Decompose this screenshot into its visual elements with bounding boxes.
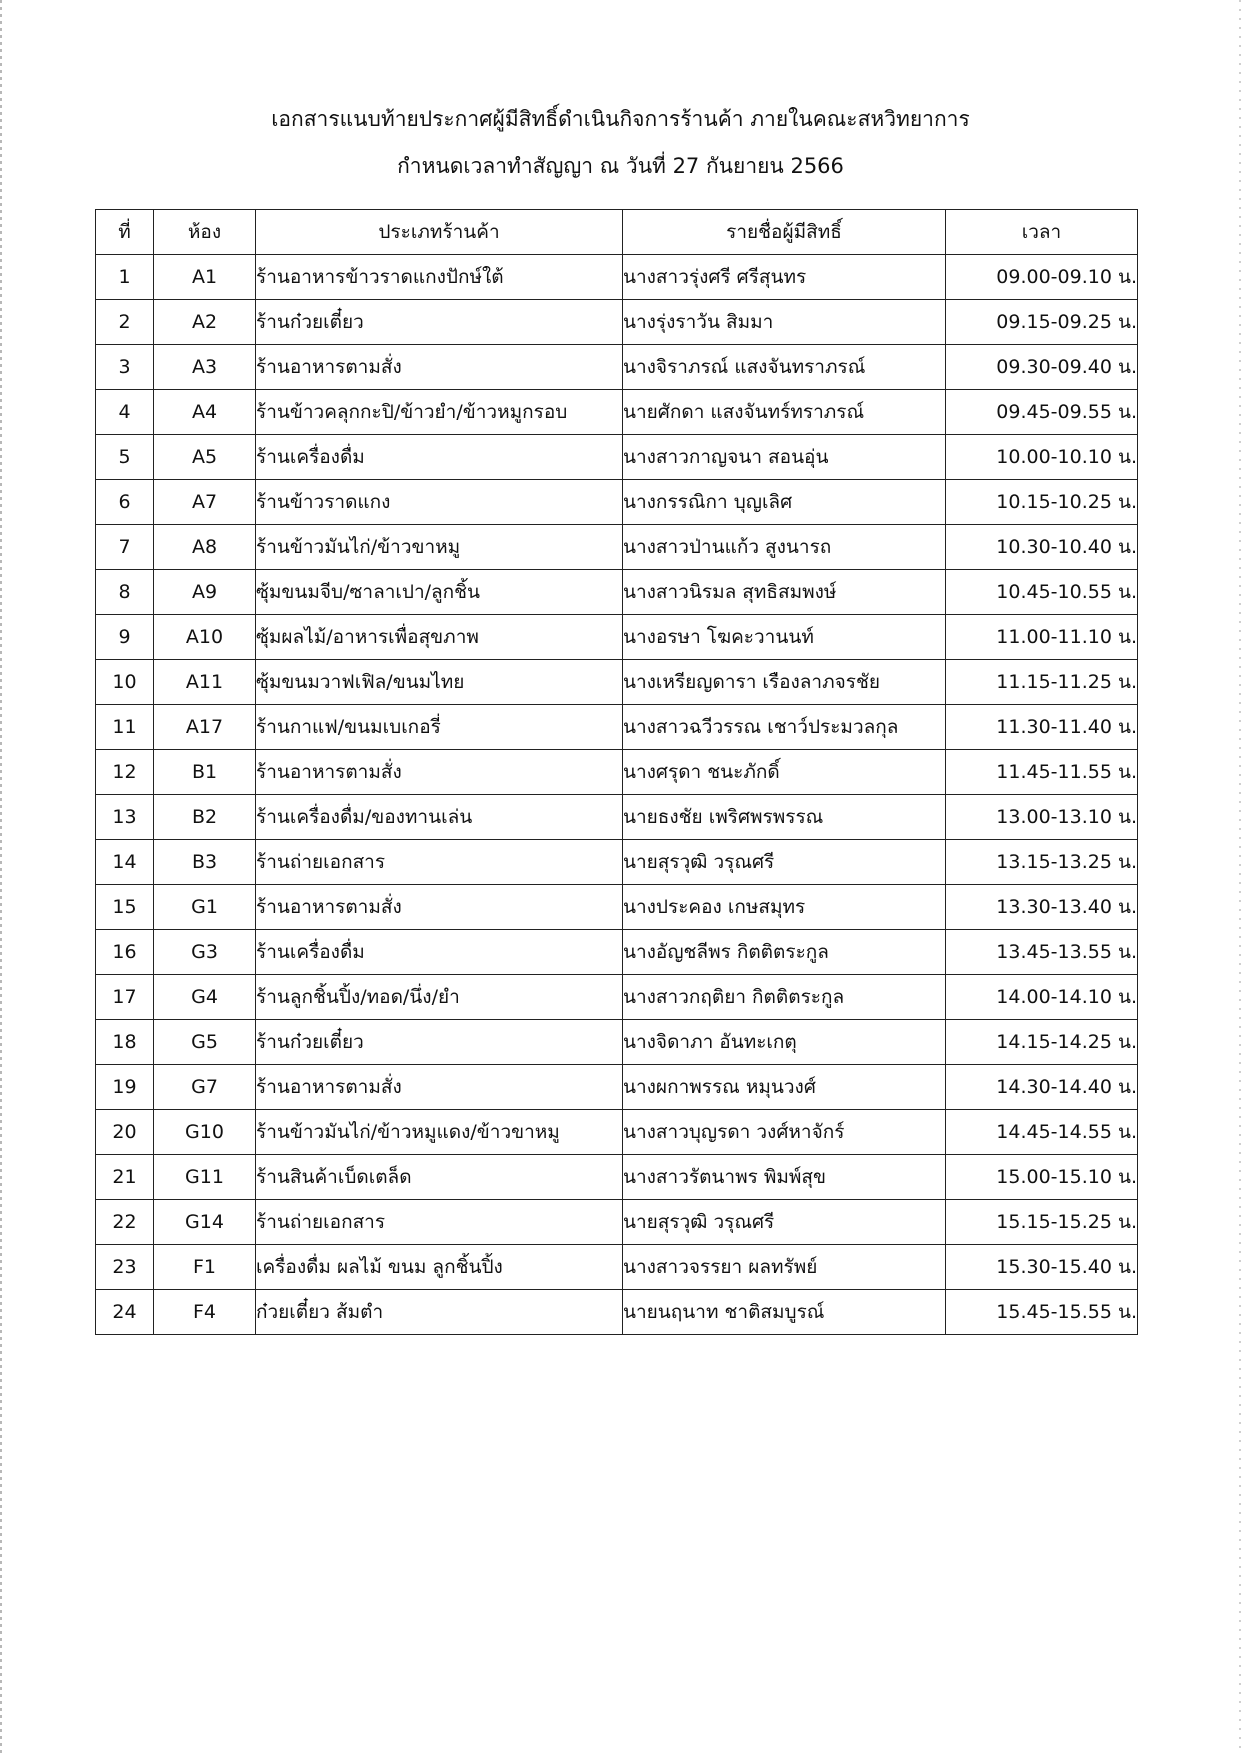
cell-entitled-name: นางจิราภรณ์ แสงจันทราภรณ์ (623, 345, 946, 390)
cell-time: 15.15-15.25 น. (946, 1200, 1138, 1245)
cell-time: 09.30-09.40 น. (946, 345, 1138, 390)
cell-shop-type: ร้านอาหารตามสั่ง (256, 750, 623, 795)
cell-no: 24 (96, 1290, 154, 1335)
cell-no: 21 (96, 1155, 154, 1200)
table-row (96, 1110, 1138, 1155)
cell-room: A1 (154, 255, 256, 300)
table-row (96, 1245, 1138, 1290)
cell-no: 13 (96, 795, 154, 840)
cell-entitled-name: นายธงชัย เพริศพรพรรณ (623, 795, 946, 840)
cell-time: 11.30-11.40 น. (946, 705, 1138, 750)
cell-time: 14.00-14.10 น. (946, 975, 1138, 1020)
cell-room: A3 (154, 345, 256, 390)
cell-shop-type: ร้านลูกชิ้นปิ้ง/ทอด/นึ่ง/ยำ (256, 975, 623, 1020)
cell-entitled-name: นางเหรียญดารา เรืองลาภจรชัย (623, 660, 946, 705)
cell-entitled-name: นายสุรวุฒิ วรุณศรี (623, 840, 946, 885)
cell-entitled-name: นางสาวบุญรดา วงศ์หาจักร์ (623, 1110, 946, 1155)
cell-shop-type: ร้านข้าวมันไก่/ข้าวหมูแดง/ข้าวขาหมู (256, 1110, 623, 1155)
cell-room: A9 (154, 570, 256, 615)
cell-time: 09.00-09.10 น. (946, 255, 1138, 300)
cell-room: A5 (154, 435, 256, 480)
cell-no: 2 (96, 300, 154, 345)
table-row (96, 885, 1138, 930)
cell-entitled-name: นางกรรณิกา บุญเลิศ (623, 480, 946, 525)
table-row (96, 750, 1138, 795)
cell-no: 22 (96, 1200, 154, 1245)
cell-room: F4 (154, 1290, 256, 1335)
cell-shop-type: ร้านกาแฟ/ขนมเบเกอรี่ (256, 705, 623, 750)
cell-time: 14.30-14.40 น. (946, 1065, 1138, 1110)
header-shop-type: ประเภทร้านค้า (256, 210, 623, 255)
cell-entitled-name: นางประคอง เกษสมุทร (623, 885, 946, 930)
cell-time: 09.15-09.25 น. (946, 300, 1138, 345)
cell-room: G1 (154, 885, 256, 930)
cell-room: G5 (154, 1020, 256, 1065)
cell-entitled-name: นางสาวกาญจนา สอนอุ่น (623, 435, 946, 480)
cell-no: 17 (96, 975, 154, 1020)
cell-shop-type: ร้านเครื่องดื่ม (256, 930, 623, 975)
cell-entitled-name: นางอัญชลีพร กิตติตระกูล (623, 930, 946, 975)
cell-entitled-name: นางจิดาภา อันทะเกตุ (623, 1020, 946, 1065)
table-row (96, 525, 1138, 570)
cell-room: B1 (154, 750, 256, 795)
cell-room: G3 (154, 930, 256, 975)
cell-room: A10 (154, 615, 256, 660)
cell-entitled-name: นางสาวกฤติยา กิตติตระกูล (623, 975, 946, 1020)
cell-no: 6 (96, 480, 154, 525)
cell-shop-type: ซุ้มขนมจีบ/ซาลาเปา/ลูกชิ้น (256, 570, 623, 615)
cell-room: G10 (154, 1110, 256, 1155)
table-row (96, 660, 1138, 705)
cell-time: 10.00-10.10 น. (946, 435, 1138, 480)
cell-entitled-name: นางสาวรัตนาพร พิมพ์สุข (623, 1155, 946, 1200)
cell-shop-type: ซุ้มผลไม้/อาหารเพื่อสุขภาพ (256, 615, 623, 660)
cell-room: F1 (154, 1245, 256, 1290)
cell-time: 11.00-11.10 น. (946, 615, 1138, 660)
cell-entitled-name: นางสาวจรรยา ผลทรัพย์ (623, 1245, 946, 1290)
cell-time: 11.45-11.55 น. (946, 750, 1138, 795)
cell-time: 13.15-13.25 น. (946, 840, 1138, 885)
cell-no: 12 (96, 750, 154, 795)
cell-shop-type: ร้านเครื่องดื่ม/ของทานเล่น (256, 795, 623, 840)
cell-time: 15.30-15.40 น. (946, 1245, 1138, 1290)
cell-entitled-name: นางผกาพรรณ หมุนวงศ์ (623, 1065, 946, 1110)
cell-time: 13.30-13.40 น. (946, 885, 1138, 930)
cell-shop-type: ร้านก๋วยเตี๋ยว (256, 1020, 623, 1065)
document-subtitle: กำหนดเวลาทำสัญญา ณ วันที่ 27 กันยายน 2566 (397, 154, 844, 178)
cell-time: 15.45-15.55 น. (946, 1290, 1138, 1335)
cell-entitled-name: นางสาวนิรมล สุทธิสมพงษ์ (623, 570, 946, 615)
header-time: เวลา (946, 210, 1138, 255)
cell-shop-type: ร้านเครื่องดื่ม (256, 435, 623, 480)
cell-no: 7 (96, 525, 154, 570)
header-room: ห้อง (154, 210, 256, 255)
cell-shop-type: ร้านข้าวมันไก่/ข้าวขาหมู (256, 525, 623, 570)
cell-no: 10 (96, 660, 154, 705)
cell-time: 09.45-09.55 น. (946, 390, 1138, 435)
cell-no: 18 (96, 1020, 154, 1065)
cell-room: B3 (154, 840, 256, 885)
cell-shop-type: ร้านอาหารตามสั่ง (256, 885, 623, 930)
cell-room: G4 (154, 975, 256, 1020)
table-row (96, 1020, 1138, 1065)
cell-time: 14.45-14.55 น. (946, 1110, 1138, 1155)
cell-no: 5 (96, 435, 154, 480)
cell-time: 10.30-10.40 น. (946, 525, 1138, 570)
cell-room: B2 (154, 795, 256, 840)
cell-no: 4 (96, 390, 154, 435)
cell-no: 9 (96, 615, 154, 660)
cell-entitled-name: นายศักดา แสงจันทร์ทราภรณ์ (623, 390, 946, 435)
cell-shop-type: ร้านอาหารตามสั่ง (256, 1065, 623, 1110)
cell-room: A2 (154, 300, 256, 345)
cell-no: 1 (96, 255, 154, 300)
document-title: เอกสารแนบท้ายประกาศผู้มีสิทธิ์ดำเนินกิจการร้านค้า ภายในคณะสหวิทยาการ (271, 107, 970, 131)
header-no: ที่ (96, 210, 154, 255)
cell-room: A11 (154, 660, 256, 705)
table-row (96, 1155, 1138, 1200)
table-row (96, 840, 1138, 885)
table-row (96, 930, 1138, 975)
cell-shop-type: ซุ้มขนมวาฟเฟิล/ขนมไทย (256, 660, 623, 705)
table-row (96, 1200, 1138, 1245)
cell-no: 19 (96, 1065, 154, 1110)
table-row (96, 615, 1138, 660)
cell-shop-type: ก๋วยเตี๋ยว ส้มตำ (256, 1290, 623, 1335)
cell-time: 10.45-10.55 น. (946, 570, 1138, 615)
table-row (96, 435, 1138, 480)
cell-no: 14 (96, 840, 154, 885)
cell-shop-type: ร้านอาหารข้าวราดแกงปักษ์ใต้ (256, 255, 623, 300)
cell-entitled-name: นางรุ่งราวัน สิมมา (623, 300, 946, 345)
table-row (96, 570, 1138, 615)
table-row (96, 390, 1138, 435)
table-row (96, 255, 1138, 300)
table-row (96, 300, 1138, 345)
cell-time: 13.45-13.55 น. (946, 930, 1138, 975)
cell-time: 13.00-13.10 น. (946, 795, 1138, 840)
cell-shop-type: ร้านถ่ายเอกสาร (256, 840, 623, 885)
cell-entitled-name: นางสาวรุ่งศรี ศรีสุนทร (623, 255, 946, 300)
table-row (96, 1065, 1138, 1110)
cell-room: A7 (154, 480, 256, 525)
cell-shop-type: ร้านข้าวราดแกง (256, 480, 623, 525)
cell-no: 16 (96, 930, 154, 975)
table-row (96, 795, 1138, 840)
cell-room: A17 (154, 705, 256, 750)
cell-entitled-name: นางสาวป่านแก้ว สูงนารถ (623, 525, 946, 570)
cell-shop-type: ร้านอาหารตามสั่ง (256, 345, 623, 390)
cell-room: G14 (154, 1200, 256, 1245)
cell-shop-type: เครื่องดื่ม ผลไม้ ขนม ลูกชิ้นปิ้ง (256, 1245, 623, 1290)
table-row (96, 1290, 1138, 1335)
table-row (96, 480, 1138, 525)
header-entitled-name: รายชื่อผู้มีสิทธิ์ (623, 210, 946, 255)
cell-shop-type: ร้านข้าวคลุกกะปิ/ข้าวยำ/ข้าวหมูกรอบ (256, 390, 623, 435)
table-body (96, 255, 1138, 1335)
cell-no: 20 (96, 1110, 154, 1155)
cell-entitled-name: นายนฤนาท ชาติสมบูรณ์ (623, 1290, 946, 1335)
cell-no: 15 (96, 885, 154, 930)
cell-shop-type: ร้านก๋วยเตี๋ยว (256, 300, 623, 345)
table-row (96, 975, 1138, 1020)
cell-time: 10.15-10.25 น. (946, 480, 1138, 525)
cell-entitled-name: นางอรษา โฆคะวานนท์ (623, 615, 946, 660)
cell-no: 3 (96, 345, 154, 390)
cell-shop-type: ร้านสินค้าเบ็ดเตล็ด (256, 1155, 623, 1200)
cell-no: 8 (96, 570, 154, 615)
cell-room: A8 (154, 525, 256, 570)
table-header-row (96, 210, 1138, 255)
contract-schedule-table (95, 209, 1138, 1335)
cell-time: 15.00-15.10 น. (946, 1155, 1138, 1200)
cell-room: G11 (154, 1155, 256, 1200)
cell-room: G7 (154, 1065, 256, 1110)
cell-no: 23 (96, 1245, 154, 1290)
table-row (96, 705, 1138, 750)
cell-shop-type: ร้านถ่ายเอกสาร (256, 1200, 623, 1245)
cell-no: 11 (96, 705, 154, 750)
cell-time: 14.15-14.25 น. (946, 1020, 1138, 1065)
cell-entitled-name: นางศรุดา ชนะภักดิ์ (623, 750, 946, 795)
table-row (96, 345, 1138, 390)
cell-entitled-name: นางสาวฉวีวรรณ เชาว์ประมวลกุล (623, 705, 946, 750)
scan-edge-left (0, 0, 2, 1755)
cell-room: A4 (154, 390, 256, 435)
cell-time: 11.15-11.25 น. (946, 660, 1138, 705)
cell-entitled-name: นายสุรวุฒิ วรุณศรี (623, 1200, 946, 1245)
